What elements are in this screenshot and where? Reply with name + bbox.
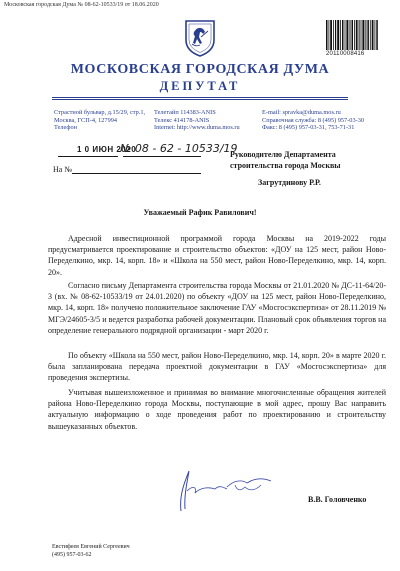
contact-line: Телетайп 114383-ANIS <box>154 109 216 116</box>
executor-name: Евстифеев Евгений Сергеевич <box>52 544 130 550</box>
reference-label: На № <box>53 165 72 174</box>
salutation: Уважаемый Рафик Равилович! <box>143 208 257 217</box>
recipient-block <box>230 149 395 171</box>
header-rule <box>52 99 348 100</box>
moscow-coat-of-arms-icon <box>183 18 217 58</box>
signer-name: В.В. Головченко <box>308 495 367 504</box>
page-header: Московская городская Дума № 08-62-10533/19 от 18.06.2020 <box>4 2 159 8</box>
letter-date: 1 0 ИЮН 2020 <box>77 145 137 154</box>
date-underline <box>58 156 118 157</box>
executor-info <box>52 543 130 559</box>
executor-phone: (495) 957-03-62 <box>52 552 92 558</box>
number-underline <box>123 156 201 157</box>
contact-line: Москва, ГСП-4, 127994 <box>54 116 118 124</box>
letter-number: № 08 - 62 - 10533/19 <box>120 142 238 155</box>
org-title: МОСКОВСКАЯ ГОРОДСКАЯ ДУМА <box>70 62 330 77</box>
contact-teletype <box>154 109 264 132</box>
barcode-number: 20110008416 <box>326 51 365 57</box>
contact-line: Телекс 414178-ANIS <box>154 116 210 124</box>
reference-underline <box>72 173 201 174</box>
body-paragraph: Согласно письму Департамента строительства города Москвы от 21.01.2020 № ДС-11-64/20-3 (вх. № 08-62-10533/19 от 24.01.2020) по объекту «ДОУ на 125 мест, район Ново-Переделкино, мкр. 14, корп. 18» получено положительное заключение ГАУ «Мосгосэкспертиза» от 28.11.2019 № МГЭ/24605-3/5 и ведется разработка рабочей документации. Плановый срок объявления торгов на определение генерального подрядной организации - март 2020 г. <box>48 281 386 335</box>
contact-line: Страстной бульвар, д.15/29, стр.1, <box>54 109 146 116</box>
contact-email <box>262 109 392 132</box>
contact-line: Internet: http://www.duma.mos.ru <box>154 124 240 132</box>
header-rule <box>52 97 348 98</box>
recipient-name: Загрутдинову Р.Р. <box>258 178 321 187</box>
recipient-line: Руководителю Департамента <box>230 150 336 159</box>
contact-line: E-mail: spravka@duma.mos.ru <box>262 109 341 116</box>
contact-line: Телефон <box>54 124 78 132</box>
handwritten-signature <box>175 465 275 515</box>
recipient-line: строительства города Москвы <box>230 161 341 170</box>
contact-line: Справочная служба: 8 (495) 957-03-30 <box>262 116 364 124</box>
contact-address <box>54 109 164 132</box>
body-paragraph: Учитывая вышеизложенное и принимая во внимание многочисленные обращения жителей района Ново-Переделкино города Москвы, поступающие в мой адрес, прошу Вас направить актуальную информацию о ходе проведения работ по проектированию и строительству вышеуказанных объектов. <box>48 388 386 431</box>
body-paragraph: По объекту «Школа на 550 мест, район Ново-Переделкино, мкр. 14, корп. 20» в марте 2020 г. была запланирована передача проектной документации в ГАУ «Мосгосэкспертиза» для проведения экспертизы. <box>48 351 386 383</box>
contact-line: Факс: 8 (495) 957-03-31, 753-71-31 <box>262 124 355 132</box>
barcode-icon <box>326 20 378 50</box>
body-paragraph: Адресной инвестиционной программой города Москвы на 2019-2022 годы предусматривается проектирование и строительство объектов: «ДОУ на 125 мест, район Ново-Переделкино, мкр. 14, корп. 18» и «Школа на 550 мест, район Ново-Переделкино, мкр. 14, корп. 20». <box>48 234 386 277</box>
org-subtitle: ДЕПУТАТ <box>159 79 241 93</box>
